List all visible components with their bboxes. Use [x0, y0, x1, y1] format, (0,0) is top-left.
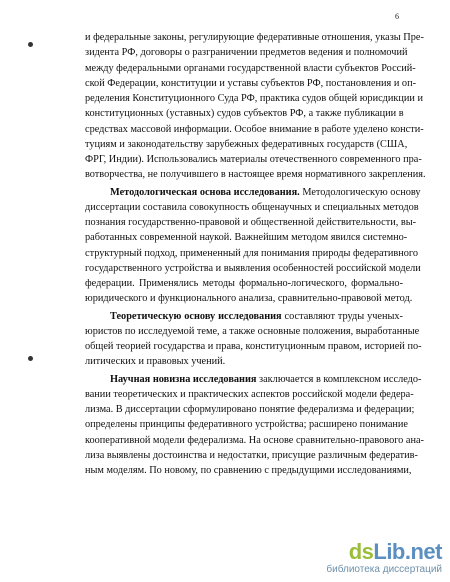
- text-line: [85, 185, 421, 200]
- logo-ds: ds: [348, 539, 374, 564]
- text-line: диссертации составила совокупность общенаучных и специальных методов: [85, 201, 419, 213]
- text-line: средствах массовой информации. Особое внимание в работе уделено консти-: [85, 123, 424, 135]
- text-line: юридического и функционального анализа, сравнительно-правовой метод.: [85, 293, 413, 305]
- dslib-logo: [324, 541, 442, 563]
- text-line: общей теорией государства и права, конституционным правом, историей по-: [85, 341, 422, 352]
- binding-hole-bottom: [28, 356, 33, 361]
- text-line: ской Федерации, конституции и уставы субъектов РФ, постановления и оп-: [85, 77, 417, 89]
- theory-heading: Теоретическую основу исследования: [110, 310, 282, 322]
- novelty-heading: Научная новизна исследования: [110, 373, 257, 385]
- text-line: ФРГ, Индии). Использовались материалы отечественного современного пра-: [85, 154, 422, 165]
- text-line: конституционных (уставных) судов субъектов РФ, а также публикации в: [85, 108, 404, 120]
- dslib-watermark[interactable]: [324, 541, 442, 576]
- paragraph-sources: [85, 30, 426, 183]
- text-line: туциям и законодательству зарубежных федеративных государств (США,: [85, 138, 408, 150]
- text-line: познания государственно-правовой и общественной действительности, вы-: [85, 217, 417, 228]
- text-fragment: заключается в комплексном исследо-: [256, 373, 422, 385]
- text-fragment: Методологическую основу: [299, 186, 421, 198]
- text-line: вании теоретических и практических аспектов российской модели федера-: [85, 388, 414, 400]
- text-line: кооперативной модели федерализма. На основе сравнительно-правового ана-: [85, 434, 424, 446]
- text-line: [85, 309, 403, 324]
- document-body: [85, 30, 426, 480]
- methodology-heading: Методологическая основа исследования.: [110, 186, 300, 198]
- paragraph-novelty: [85, 372, 424, 479]
- text-line: лиза выявлены достоинства и недостатки, присущие различным федератив-: [85, 449, 418, 461]
- text-line: и федеральные законы, регулирующие федеративные отношения, указы Пре-: [85, 32, 424, 43]
- text-line: федерации. Применялись методы формально-логического, формально-: [85, 278, 403, 289]
- page-number: 6: [395, 12, 399, 21]
- text-line: работанных современной наукой. Важнейшим методом явился системно-: [85, 232, 408, 244]
- text-line: лизма. В диссертации сформулировано понятие федерализма и федерации;: [85, 404, 415, 415]
- text-line: вотворчества, не получившего в настоящее время нормативного закрепления.: [85, 169, 426, 181]
- text-line: ным моделям. По новому, по сравнению с предыдущими исследованиями,: [85, 465, 412, 476]
- text-line: структурный подход, примененный для понимания природы федеративного: [85, 247, 418, 259]
- binding-hole-top: [28, 42, 33, 47]
- text-fragment: составляют труды ученых-: [281, 310, 403, 322]
- text-line: ределения Конституционного Суда РФ, практика судов общей юрисдикции и: [85, 93, 424, 104]
- paragraph-theory: [85, 309, 422, 370]
- text-line: определены принципы федеративного устройства; расширено понимание: [85, 419, 408, 431]
- watermark-subtitle: библиотека диссертаций: [326, 564, 442, 575]
- text-line: государственного устройства и выявления особенностей российской модели: [85, 262, 421, 274]
- logo-net: .net: [404, 539, 442, 564]
- text-line: зидента РФ, договоры о разграничении предметов ведения и полномочий: [85, 47, 408, 59]
- paragraph-methodology: [85, 185, 421, 307]
- logo-lib: Lib: [373, 539, 405, 564]
- text-line: [85, 372, 422, 387]
- text-line: литических и правовых учений.: [85, 356, 226, 368]
- text-line: между федеральными органами государственной власти субъектов Россий-: [85, 62, 416, 74]
- text-line: юристов по исследуемой теме, а также основные положения, выработанные: [85, 325, 420, 337]
